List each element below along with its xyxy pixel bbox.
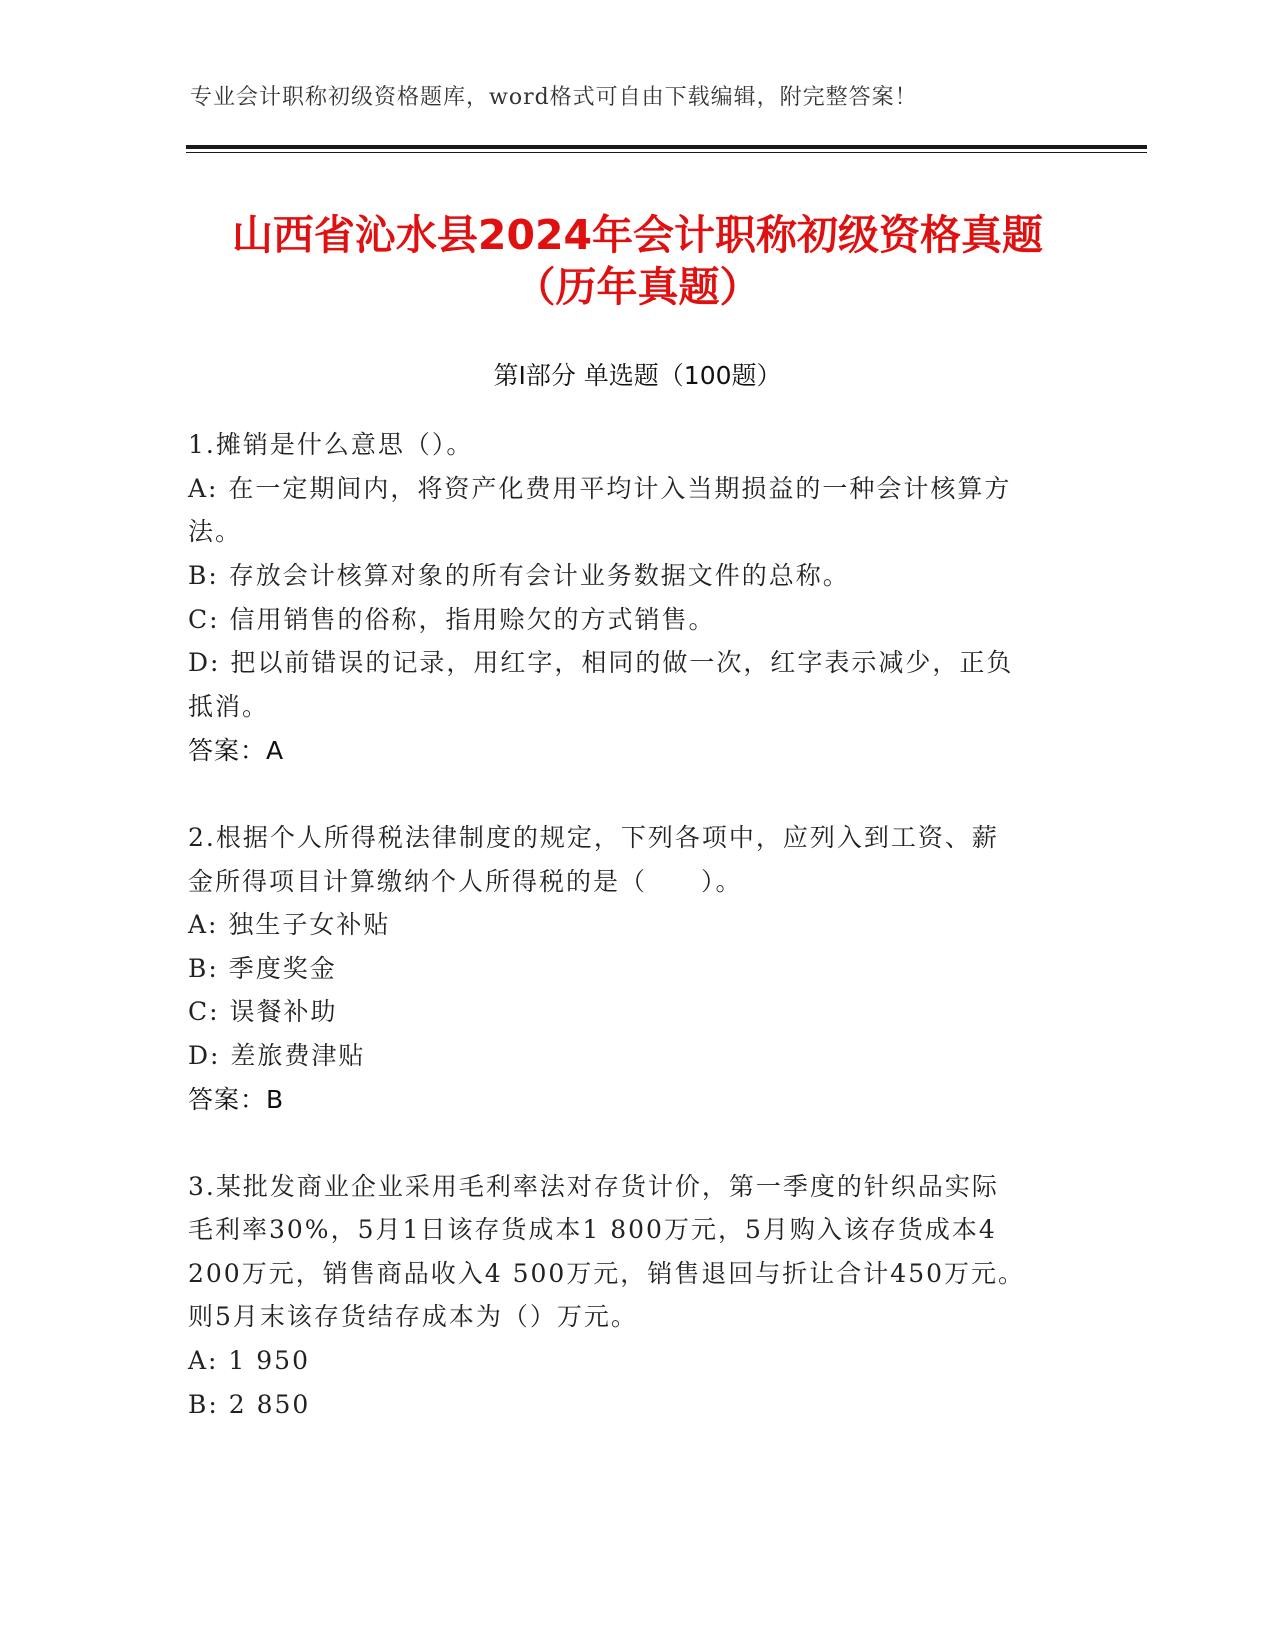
- question-2-option-b: B: 季度奖金: [188, 954, 337, 983]
- question-3-option-a: A: 1 950: [188, 1346, 310, 1375]
- header-divider-thick: [186, 145, 1147, 149]
- question-1-option-d: D: 把以前错误的记录，用红字，相同的做一次，红字表示减少，正负: [188, 648, 1014, 677]
- question-1-stem: 1.摊销是什么意思（）。: [188, 430, 474, 459]
- question-3-stem-continued-2: 200万元，销售商品收入4 500万元，销售退回与折让合计450万元。: [188, 1259, 1026, 1288]
- question-2-option-a: A: 独生子女补贴: [188, 910, 391, 939]
- question-2-option-d: D: 差旅费津贴: [188, 1041, 366, 1070]
- question-1-option-d-continued: 抵消。: [188, 692, 270, 721]
- document-title-line-1: 山西省沁水县2024年会计职称初级资格真题: [231, 211, 1044, 259]
- section-heading: 第Ⅰ部分 单选题（100题）: [493, 361, 782, 390]
- question-2-option-c: C: 误餐补助: [188, 997, 338, 1026]
- header-divider-thin: [186, 152, 1147, 153]
- question-3-option-b: B: 2 850: [188, 1390, 311, 1419]
- question-1-option-c: C: 信用销售的俗称，指用赊欠的方式销售。: [188, 605, 716, 634]
- question-1-option-a-continued: 法。: [188, 517, 243, 546]
- question-2-answer: 答案：B: [188, 1085, 285, 1114]
- document-title-line-2: （历年真题）: [514, 263, 761, 311]
- question-3-stem-continued-1: 毛利率30%，5月1日该存货成本1 800万元，5月购入该存货成本4: [188, 1215, 997, 1244]
- question-1-option-b: B: 存放会计核算对象的所有会计业务数据文件的总称。: [188, 561, 850, 590]
- question-1-answer: 答案：A: [188, 736, 285, 765]
- question-1-option-a: A: 在一定期间内，将资产化费用平均计入当期损益的一种会计核算方: [188, 474, 1012, 503]
- question-2-stem-continued: 金所得项目计算缴纳个人所得税的是（ ）。: [188, 867, 743, 896]
- question-3-stem: 3.某批发商业企业采用毛利率法对存货计价，第一季度的针织品实际: [188, 1172, 999, 1201]
- question-2-stem: 2.根据个人所得税法律制度的规定，下列各项中，应列入到工资、薪: [188, 823, 999, 852]
- header-note: 专业会计职称初级资格题库，word格式可自由下载编辑，附完整答案！: [190, 85, 918, 110]
- question-3-stem-continued-3: 则5月末该存货结存成本为（）万元。: [188, 1302, 638, 1331]
